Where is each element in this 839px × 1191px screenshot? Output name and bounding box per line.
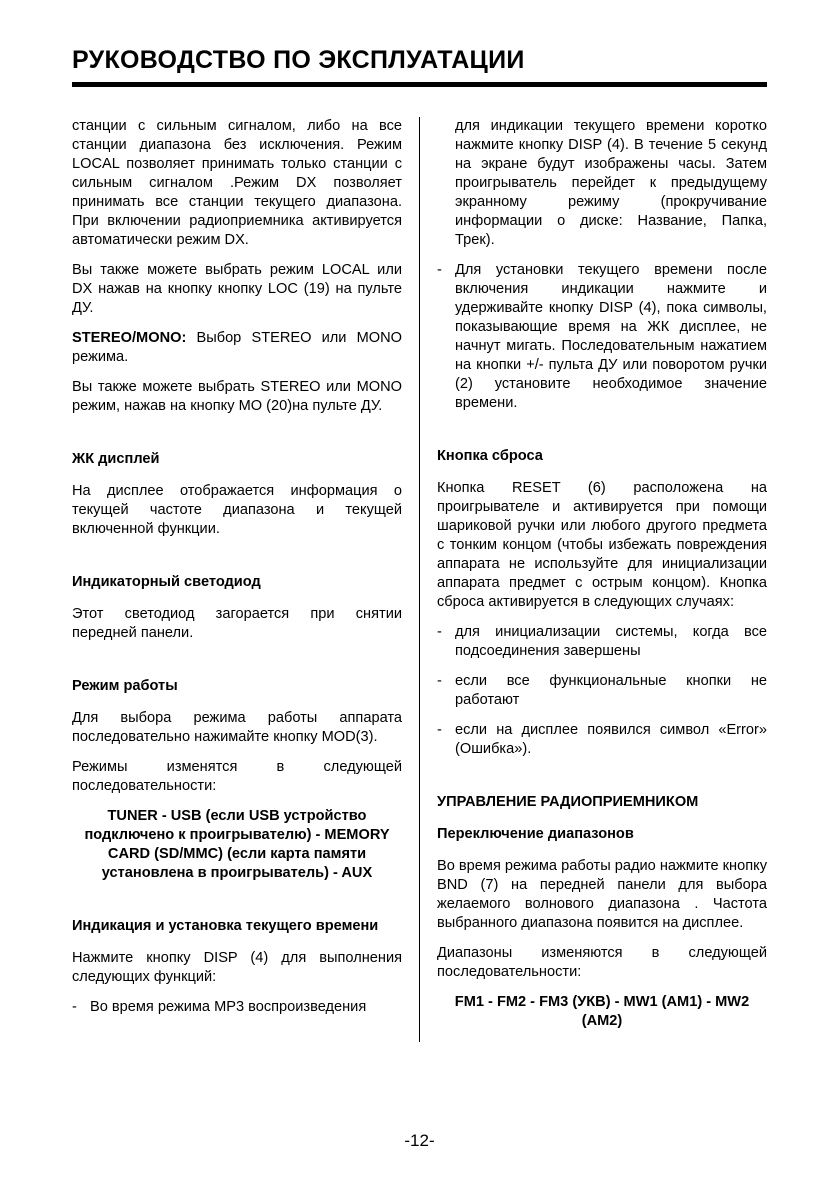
list-item-reset-error <box>437 721 767 759</box>
paragraph-stereo-mono <box>72 329 402 367</box>
paragraph-indicator-led: Этот светодиод загорается при снятии передней панели. <box>72 606 402 641</box>
paragraph-reset-button: Кнопка RESET (6) расположена на проигрывателе и активируется при помощи шариковой ручки или любого другого предмета с тонким концом (чтобы избежать повреждения аппарата не используйте для инициализации аппарата предмет с острым концом). Кнопка сброса активируется в следующих случаях: <box>437 480 767 610</box>
heading-indicator-led: Индикаторный светодиод <box>72 574 261 590</box>
heading-operation-mode: Режим работы <box>72 678 178 694</box>
list-item-set-time-text: Для установки текущего времени после включения индикации нажмите и удерживайте кнопку DISP (4), пока символы, показывающие время на ЖК дисплее, не начнут мигать. Последовательным нажатием на кнопки +/- пульта ДУ или поворотом ручки (2) установите необходимое значение времени. <box>455 262 767 411</box>
paragraph-signal: станции с сильным сигналом, либо на все станции диапазона без исключения. Режим LOCAL позволяет принимать только станции с сильным сигналом .Режим DX позволяет принимать все станции текущего диапазона. При включении радиоприемника активируется автоматически режим DX. <box>72 118 402 248</box>
paragraph-band-select: Во время режима работы радио нажмите кнопку BND (7) на передней панели для выбора желаемого волнового диапазона . Частота выбранного диапазона появится на дисплее. <box>437 858 767 931</box>
stereo-mono-label: STEREO/MONO: <box>72 330 187 346</box>
page-footer <box>0 1131 839 1151</box>
paragraph-loc-button: Вы также можете выбрать режим LOCAL или DX нажав на кнопку кнопку LOC (19) на пульте ДУ. <box>72 262 402 316</box>
mode-sequence: TUNER - USB (если USB устройство подключено к проигрывателю) - MEMORY CARD (SD/MMC) (если карта памяти установлена в проигрыватель) - AUX <box>84 808 390 881</box>
list-dash: - <box>437 673 442 689</box>
paragraph-disp-continuation: для индикации текущего времени коротко нажмите кнопку DISP (4). В течение 5 секунд на экране будут изображены часы. Затем проигрыватель перейдет к предыдущему экранному режиму (прокручивание информации о диске: Название, Папка, Трек). <box>455 118 767 248</box>
page-title: РУКОВОДСТВО ПО ЭКСПЛУАТАЦИИ <box>72 46 525 74</box>
list-item-reset-error-text: если на дисплее появился символ «Error» (Ошибка»). <box>455 722 767 757</box>
heading-radio-control: УПРАВЛЕНИЕ РАДИОПРИЕМНИКОМ <box>437 794 699 810</box>
list-item-reset-init <box>437 623 767 661</box>
paragraph-lcd-display: На дисплее отображается информация о текущей частоте диапазона и текущей включенной функции. <box>72 483 402 537</box>
heading-band-switch: Переключение диапазонов <box>437 826 634 842</box>
paragraph-disp-button: Нажмите кнопку DISP (4) для выполнения следующих функций: <box>72 950 402 985</box>
header-rule <box>72 82 767 87</box>
list-item-reset-buttons-text: если все функциональные кнопки не работают <box>455 673 767 708</box>
paragraph-mode-select: Для выбора режима работы аппарата последовательно нажимайте кнопку MOD(3). <box>72 710 402 745</box>
heading-time-indication: Индикация и установка текущего времени <box>72 918 379 934</box>
right-column <box>437 117 767 1042</box>
list-dash: - <box>437 722 442 738</box>
paragraph-band-order: Диапазоны изменяются в следующей последовательности: <box>437 945 767 980</box>
page-number: -12- <box>404 1131 435 1150</box>
band-sequence: FM1 - FM2 - FM3 (УКВ) - MW1 (AM1) - MW2 (AM2) <box>454 994 750 1029</box>
paragraph-mono-button: Вы также можете выбрать STEREO или MONO режим, нажав на кнопку MO (20)на пульте ДУ. <box>72 379 402 414</box>
paragraph-mode-order: Режимы изменятся в следующей последовательности: <box>72 759 402 794</box>
list-item-mp3 <box>72 998 402 1017</box>
list-dash: - <box>72 999 77 1015</box>
heading-reset-button: Кнопка сброса <box>437 448 543 464</box>
heading-lcd-display: ЖК дисплей <box>72 451 160 467</box>
list-item-reset-buttons <box>437 672 767 710</box>
list-item-set-time <box>437 261 767 413</box>
page-header <box>72 46 767 87</box>
two-column-layout <box>72 117 767 1042</box>
list-item-reset-init-text: для инициализации системы, когда все подсоединения завершены <box>455 624 767 659</box>
list-dash: - <box>437 262 442 278</box>
stereo-mono-text: Выбор STEREO или MONO режима. <box>72 330 402 365</box>
column-divider <box>419 117 420 1042</box>
left-column <box>72 117 402 1042</box>
list-item-mp3-text: Во время режима MP3 воспроизведения <box>90 999 367 1015</box>
list-dash: - <box>437 624 442 640</box>
